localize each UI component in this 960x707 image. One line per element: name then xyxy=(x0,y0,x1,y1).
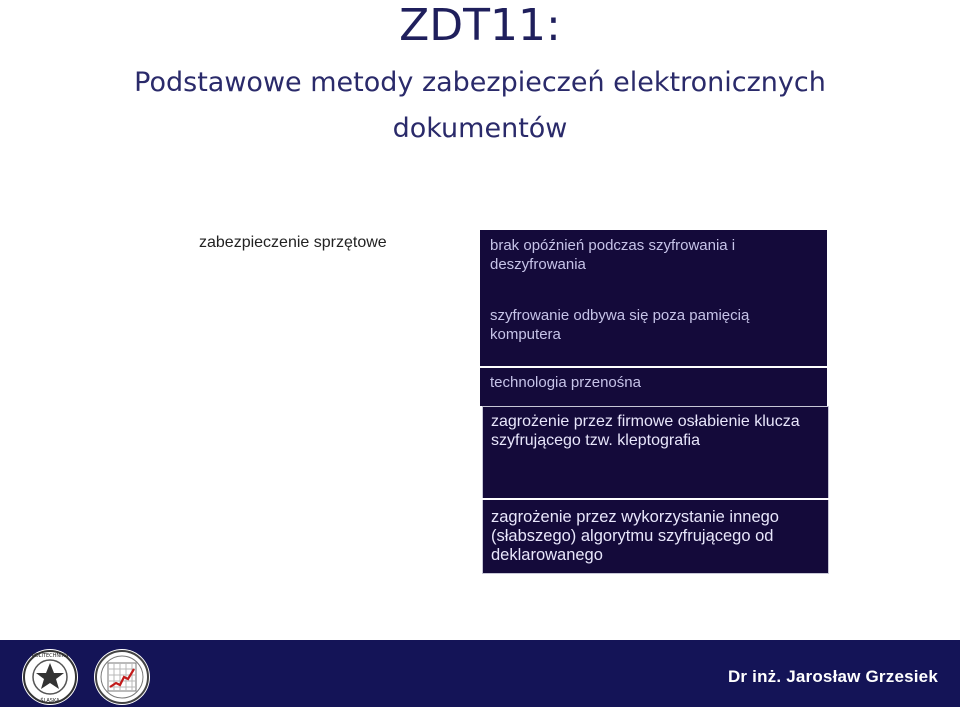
top-panel-item-3: technologia przenośna xyxy=(490,374,641,391)
top-panel-item-2: szyfrowanie odbywa się poza pamięcią komputera xyxy=(490,307,750,343)
bottom-panel-divider xyxy=(482,498,829,500)
top-panel-divider xyxy=(480,366,827,368)
bottom-panel-item-2: zagrożenie przez wykorzystanie innego (słabszego) algorytmu szyfrującego od deklarowanego xyxy=(491,508,779,564)
slide-title: ZDT11: xyxy=(399,0,561,51)
footer-author: Dr inż. Jarosław Grzesiek xyxy=(727,667,938,686)
slide-subtitle: Podstawowe metody zabezpieczeń elektronicznych dokumentów xyxy=(134,67,826,144)
university-logo xyxy=(22,649,78,705)
department-logo xyxy=(94,649,150,705)
svg-text:ŚLĄSKA: ŚLĄSKA xyxy=(40,698,60,704)
top-panel-item-1: brak opóźnień podczas szyfrowania i deszyfrowania xyxy=(490,237,736,273)
left-label: zabezpieczenie sprzętowe xyxy=(199,234,387,251)
footer xyxy=(0,640,960,707)
bottom-panel-item-1: zagrożenie przez firmowe osłabienie klucza szyfrującego tzw. kleptografia xyxy=(491,413,800,449)
svg-text:POLITECHNIKA: POLITECHNIKA xyxy=(31,653,69,659)
